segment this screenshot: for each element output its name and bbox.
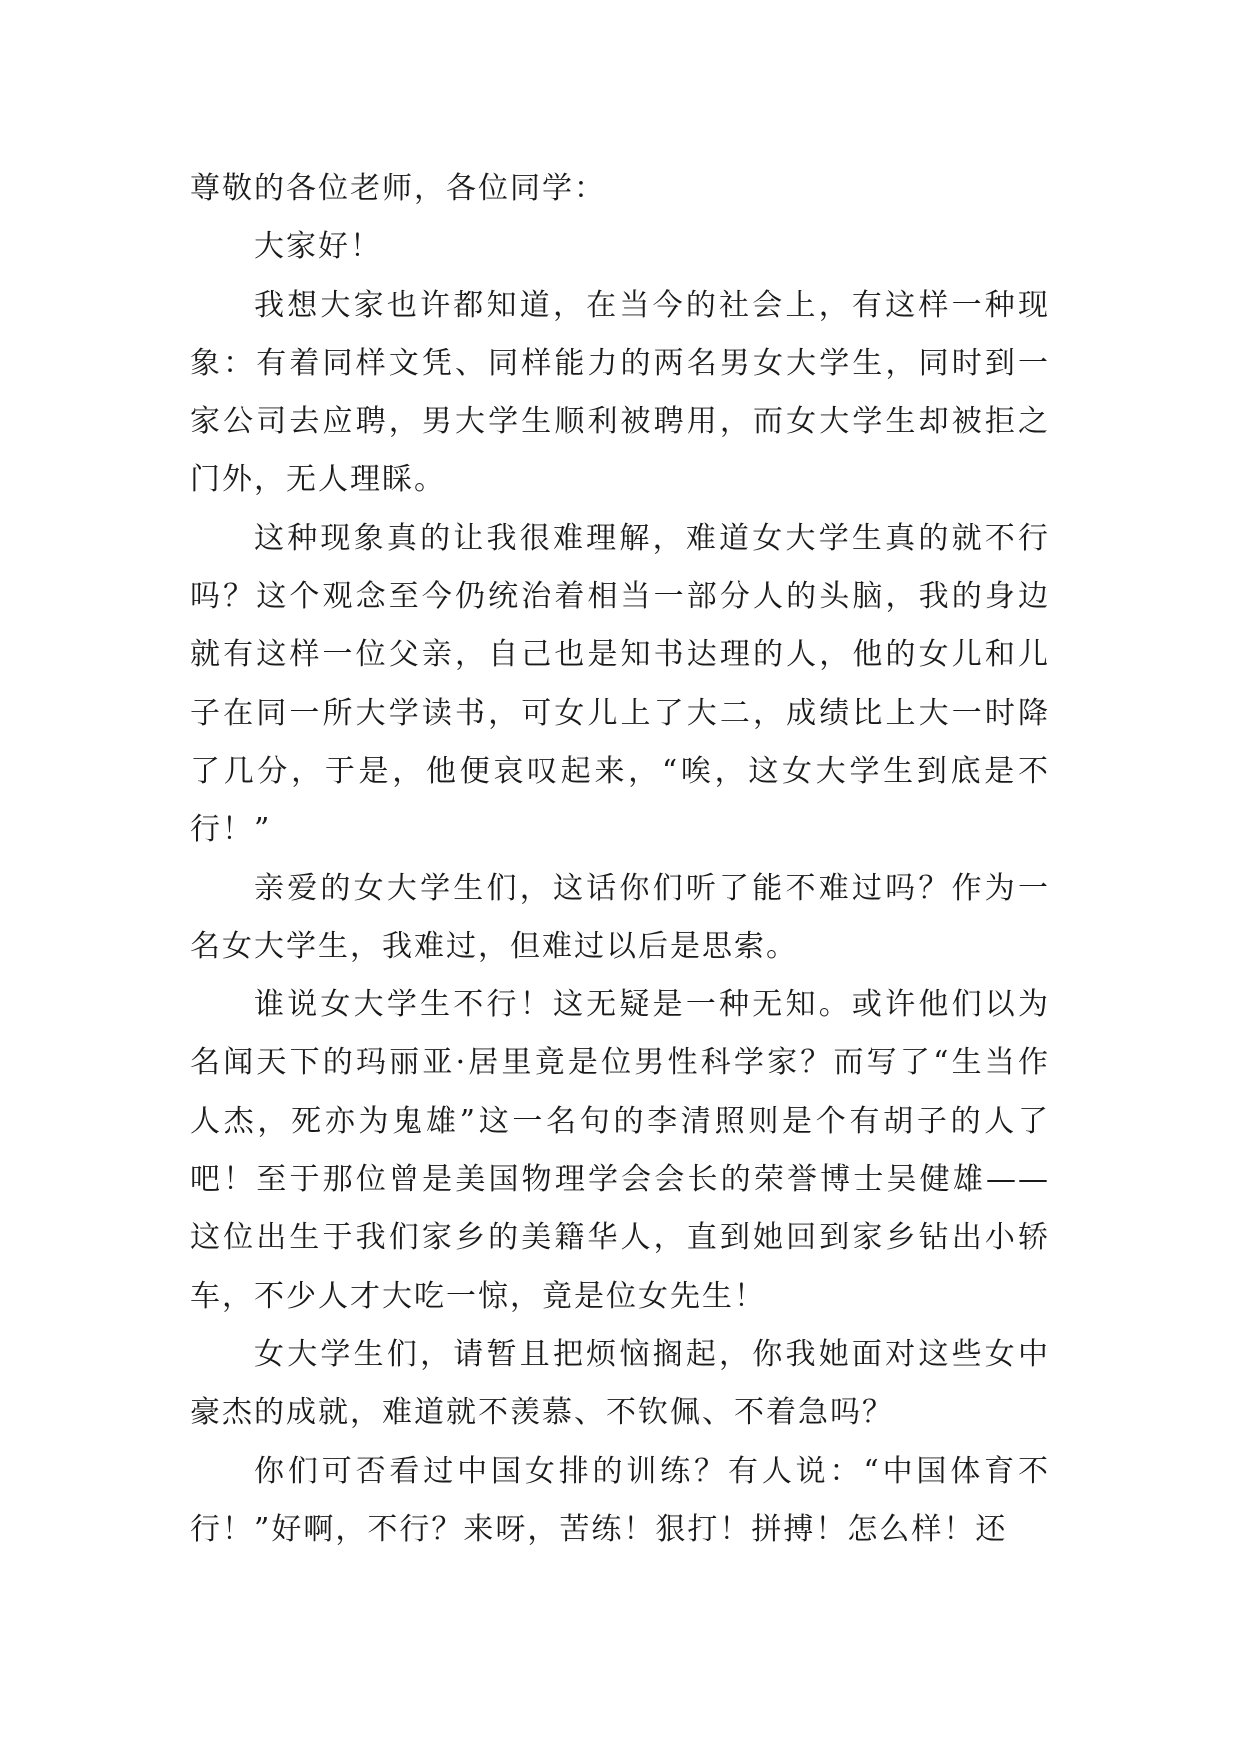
paragraph-famous-women: 谁说女大学生不行！这无疑是一种无知。或许他们以为名闻天下的玛丽亚·居里竟是位男性科学家？而写了“生当作人杰，死亦为鬼雄”这一名句的李清照则是个有胡子的人了吧！至于那位曾是美国物理学会会长的荣誉博士吴健雄——这位出生于我们家乡的美籍华人，直到她回到家乡钻出小轿车，不少人才大吃一惊，竟是位女先生！ <box>190 987 1050 1314</box>
speech-body <box>190 160 1050 1559</box>
paragraph-father-example: 这种现象真的让我很难理解，难道女大学生真的就不行吗？这个观念至今仍统治着相当一部分人的头脑，我的身边就有这样一位父亲，自己也是知书达理的人，他的女儿和儿子在同一所大学读书，可女儿上了大二，成绩比上大一时降了几分，于是，他便哀叹起来，“唉，这女大学生到底是不行！” <box>190 520 1050 848</box>
paragraph-reflection: 亲爱的女大学生们，这话你们听了能不难过吗？作为一名女大学生，我难过，但难过以后是思索。 <box>190 870 1050 964</box>
paragraph-appeal: 女大学生们，请暂且把烦恼搁起，你我她面对这些女中豪杰的成就，难道就不羡慕、不钦佩、不着急吗？ <box>190 1336 1050 1431</box>
paragraph-volleyball: 你们可否看过中国女排的训练？有人说：“中国体育不行！”好啊，不行？来呀，苦练！狠打！拼搏！怎么样！还 <box>190 1453 1050 1547</box>
salutation: 尊敬的各位老师，各位同学： <box>190 171 606 206</box>
paragraph-phenomenon: 我想大家也许都知道，在当今的社会上，有这样一种现象：有着同样文凭、同样能力的两名男女大学生，同时到一家公司去应聘，男大学生顺利被聘用，而女大学生却被拒之门外，无人理睬。 <box>190 287 1050 498</box>
paragraph-greeting: 大家好！ <box>254 229 382 265</box>
